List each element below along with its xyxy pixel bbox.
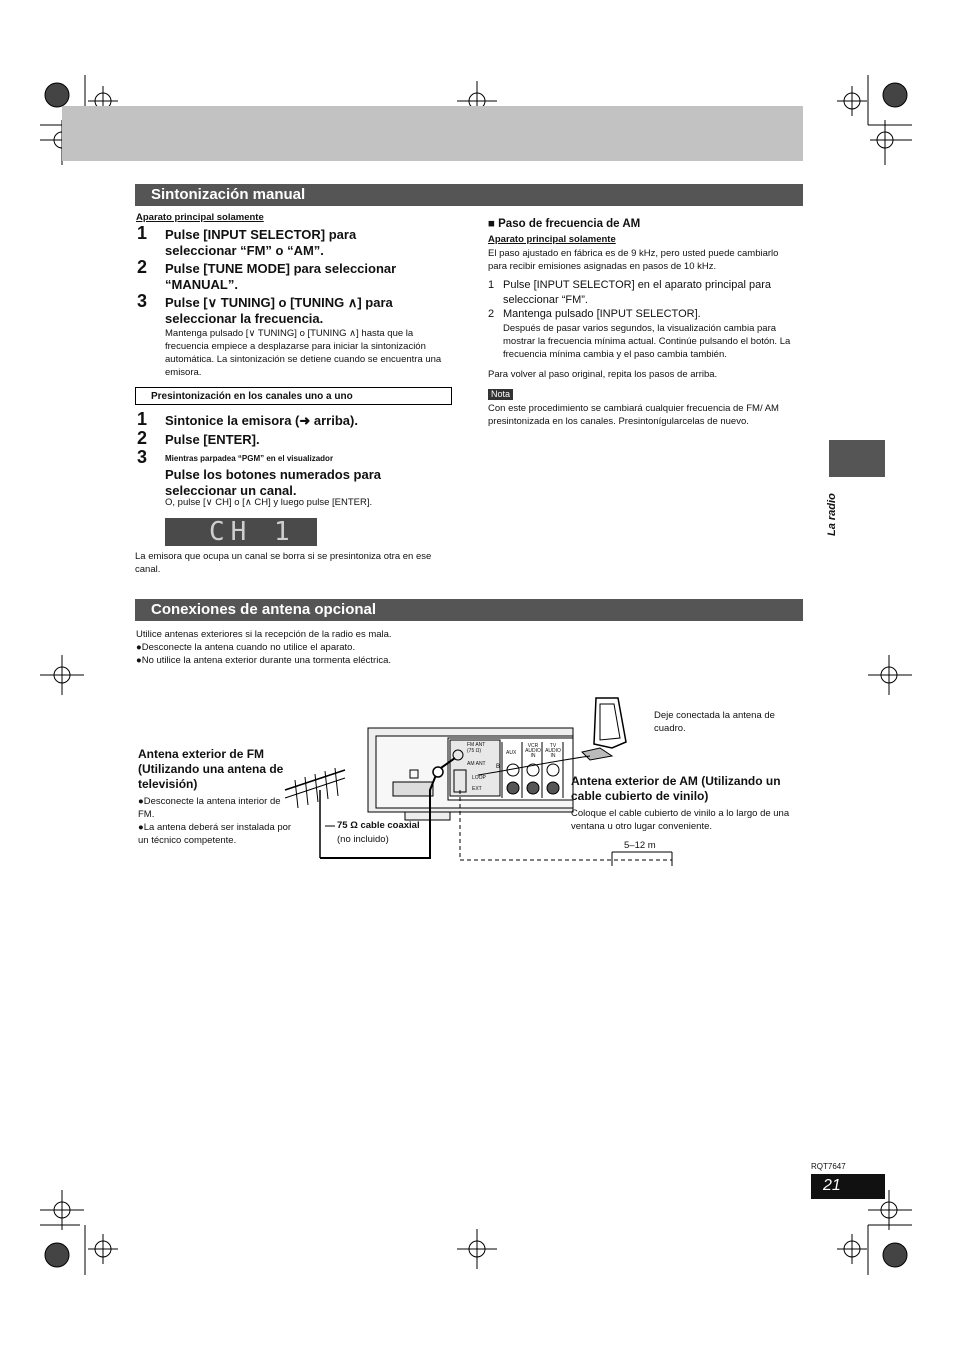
nota-badge: Nota — [488, 389, 513, 400]
preset-footnote: La emisora que ocupa un canal se borra si se presintoniza otra en ese canal. — [135, 551, 432, 575]
display-text: CH 1 — [209, 517, 296, 547]
page-number: 21 — [811, 1174, 885, 1199]
am-step-item-text: Mantenga pulsado [INPUT SELECTOR]. — [503, 308, 701, 320]
step-text: Pulse los botones numerados para seleccionar un canal. — [165, 467, 381, 498]
am-step-title: ■ Paso de frecuencia de AM — [488, 218, 641, 230]
panel-label-aux: AUX — [506, 750, 517, 756]
step-number: 3 — [137, 291, 148, 311]
step-small-text: Mientras parpadea “PGM” en el visualizador — [165, 454, 334, 463]
step-text: Pulse [∨ TUNING] o [TUNING ∧] para seleccionar la frecuencia. — [165, 295, 393, 326]
panel-label-ext: EXT — [472, 786, 482, 792]
panel-label-tv: TV AUDIO IN — [545, 743, 561, 759]
step-number: 2 — [137, 428, 148, 448]
step-number: 3 — [137, 447, 148, 467]
panel-label-ohm: (75 Ω) — [467, 748, 482, 754]
fm-antenna-bullet: ●La antena deberá ser instalada por un técnico competente. — [138, 822, 292, 846]
step-number: 1 — [137, 223, 148, 243]
length-label: 5–12 m — [624, 840, 656, 851]
antenna-bullet: ●No utilice la antena exterior durante una tormenta eléctrica. — [136, 655, 391, 666]
panel-label-b: B — [496, 764, 501, 770]
fm-antenna-bullet: ●Desconecte la antena interior de FM. — [138, 796, 281, 820]
am-step-item-number: 2 — [488, 308, 495, 320]
am-step-revert: Para volver al paso original, repita los pasos de arriba. — [488, 369, 718, 380]
loop-antenna-note: Deje conectada la antena de cuadro. — [654, 710, 775, 734]
step-note: O, pulse [∨ CH] o [∧ CH] y luego pulse [ENTER]. — [165, 497, 373, 508]
panel-label-fm-ant: FM ANT — [467, 742, 486, 748]
am-step-item-text: Pulse [INPUT SELECTOR] en el aparato principal para seleccionar “FM”. — [503, 279, 772, 306]
step-text: Pulse [ENTER]. — [165, 432, 260, 447]
model-code: RQT7647 — [811, 1162, 846, 1171]
panel-label-loop: LOOP — [472, 775, 486, 781]
am-step-item-number: 1 — [488, 279, 495, 291]
section-title-manual-tuning: Sintonización manual — [135, 184, 803, 206]
am-antenna-text: Coloque el cable cubierto de vinilo a lo largo de una ventana u otro lugar conveniente. — [571, 808, 790, 832]
panel-label-vcr: VCR AUDIO IN — [525, 743, 541, 759]
fm-antenna-title: Antena exterior de FM (Utilizando una antena de televisión) — [138, 747, 284, 791]
am-step-intro: El paso ajustado en fábrica es de 9 kHz, pero usted puede cambiarlo para recibir emisiones asignadas en pasos de 10 kHz. — [488, 248, 779, 272]
step-number: 1 — [137, 409, 148, 429]
coax-cable-label: 75 Ω cable coaxial — [337, 820, 420, 831]
step-number: 2 — [137, 257, 148, 277]
antenna-bullet: ●Desconecte la antena cuando no utilice el aparato. — [136, 642, 356, 653]
side-tab-label: La radio — [826, 493, 838, 536]
step-text: Pulse [TUNE MODE] para seleccionar “MANUAL”. — [165, 261, 397, 292]
section-title-antenna: Conexiones de antena opcional — [135, 599, 803, 621]
am-step-item-sub: Después de pasar varios segundos, la visualización cambia para mostrar la frecuencia mínima actual. Continúe pulsando el botón. La frecuencia mínima cambia y el paso cambia también. — [503, 323, 791, 360]
step-note: Mantenga pulsado [∨ TUNING] o [TUNING ∧] hasta que la frecuencia empiece a desplazarse para iniciar la sintonización automática. La sintonización se detiene cuando se encuentra una emisora. — [165, 328, 442, 378]
main-unit-only-label: Aparato principal solamente — [136, 212, 264, 223]
step-text: Sintonice la emisora (➜ arriba). — [165, 413, 358, 428]
panel-label-am-ant: AM ANT — [467, 761, 486, 767]
antenna-intro: Utilice antenas exteriores si la recepción de la radio es mala. — [136, 629, 392, 640]
step-text: Pulse [INPUT SELECTOR] para seleccionar “FM” o “AM”. — [165, 227, 357, 258]
coax-cable-sub: (no incluido) — [337, 834, 389, 845]
preset-box-title: Presintonización en los canales uno a uno — [135, 387, 452, 405]
nota-text: Con este procedimiento se cambiará cualquier frecuencia de FM/ AM presintonizada en los canales. Presintonígularcelas de nuevo. — [488, 403, 779, 427]
main-unit-only-label: Aparato principal solamente — [488, 234, 616, 245]
am-antenna-title: Antena exterior de AM (Utilizando un cable cubierto de vinilo) — [571, 774, 781, 803]
